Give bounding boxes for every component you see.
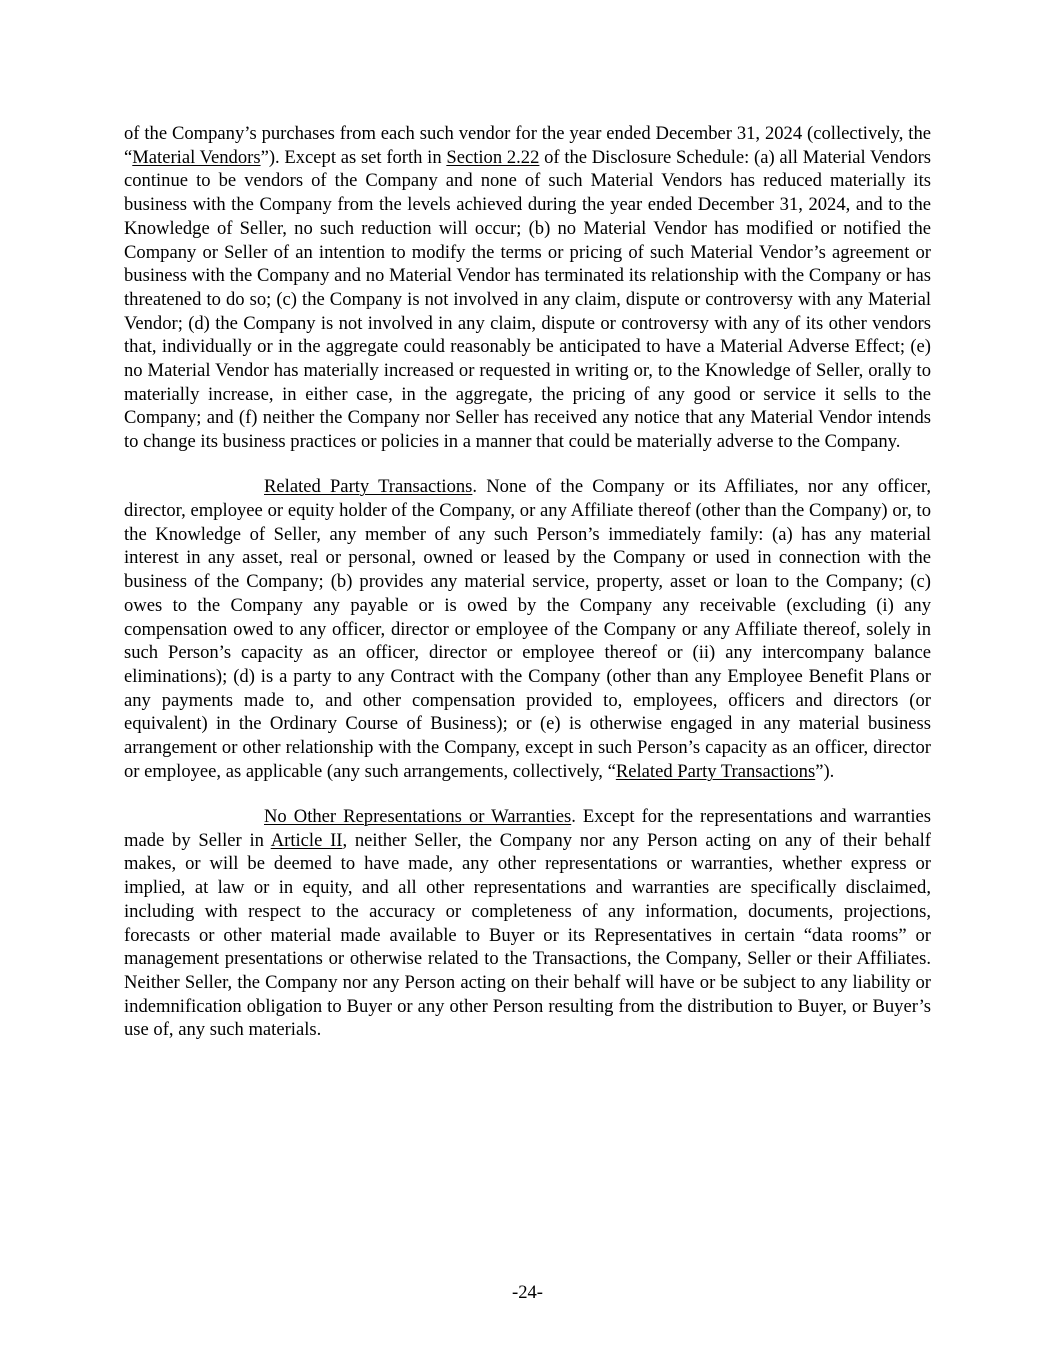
- defined-term-related-party: Related Party Transactions: [615, 760, 816, 782]
- defined-term-material-vendors: Material Vendors: [132, 146, 261, 168]
- paragraph-text: . None of the Company or its Affiliates, nor any officer, director, employee or equity holder of the Company, or any Affiliate thereof (other than the Company) or, to the Knowledge of Seller, any member of any such Person’s immediately family: (a) has any material interest in any asset, real or personal, owned or leased by the Company or used in connection with the business of the Company; (b) provides any material service, property, asset or loan to the Company; (c) owes to the Company any payable or is owed by the Company any receivable (excluding (i) any compensation owed to any officer, director or employee of the Company or any Affiliate thereof, solely in such Person’s capacity as an officer, director or employee thereof or (ii) any intercompany balance eliminations); (d) is a party to any Contract with the Company (other than any Employee Benefit Plans or any payments made to, and other compensation provided to, employees, officers and directors (or equivalent) in the Ordinary Course of Business); or (e) is otherwise engaged in any material business arrangement or other relationship with the Company, except in such Person’s capacity as an officer, director or employee, as applicable (any such arrangements, collectively, “: [124, 476, 931, 782]
- section-heading-related-party: Related Party Transactions: [264, 476, 473, 498]
- paragraph-no-other-representations: [124, 805, 931, 1042]
- paragraph-text: . Except for the representations and warranties made by Seller in: [124, 805, 931, 851]
- paragraph-text: ”).: [815, 760, 835, 782]
- article-reference: Article II: [270, 829, 343, 851]
- section-reference: Section 2.22: [446, 146, 540, 168]
- paragraph-material-vendors: [124, 122, 931, 454]
- section-heading-no-other-reps: No Other Representations or Warranties: [264, 805, 572, 827]
- page-number: -24-: [512, 1282, 543, 1303]
- paragraph-text: ”). Except as set forth in: [260, 146, 447, 168]
- paragraph-text: of the Disclosure Schedule: (a) all Material Vendors continue to be vendors of the Company and none of such Material Vendors has reduced materially its business with the Company from the levels achieved during the year ended December 31, 2024, and to the Knowledge of Seller, no such reduction will occur; (b) no Material Vendor has modified or notified the Company or Seller of an intention to modify the terms or pricing of such Material Vendor’s agreement or business with the Company and no Material Vendor has terminated its relationship with the Company or has threatened to do so; (c) the Company is not involved in any claim, dispute or controversy with any Material Vendor; (d) the Company is not involved in any claim, dispute or controversy with any of its other vendors that, individually or in the aggregate could reasonably be anticipated to have a Material Adverse Effect; (e) no Material Vendor has materially increased or requested in writing or, to the Knowledge of Seller, orally to materially increase, in either case, in the aggregate, the pricing of any good or service it sells to the Company; and (f) neither the Company nor Seller has received any notice that any Material Vendor intends to change its business practices or policies in a manner that could be materially adverse to the Company.: [124, 146, 931, 453]
- paragraph-text: of the Company’s purchases from each such vendor for the year ended December 31, 2024 (collectively, the “: [124, 123, 931, 168]
- paragraph-related-party-transactions: [124, 475, 931, 783]
- paragraph-text: , neither Seller, the Company nor any Person acting on any of their behalf makes, or will be deemed to have made, any other representations or warranties, whether express or implied, at law or in equity, and all other representations and warranties are specifically disclaimed, including with respect to the accuracy or completeness of any information, documents, projections, forecasts or other material made available to Buyer or its Representatives in certain “data rooms” or management presentations or otherwise related to the Transactions, the Company, Seller or their Affiliates. Neither Seller, the Company nor any Person acting on their behalf will have or be subject to any liability or indemnification obligation to Buyer or any other Person resulting from the distribution to Buyer, or Buyer’s use of, any such materials.: [124, 829, 932, 1041]
- document-page: [124, 122, 931, 1042]
